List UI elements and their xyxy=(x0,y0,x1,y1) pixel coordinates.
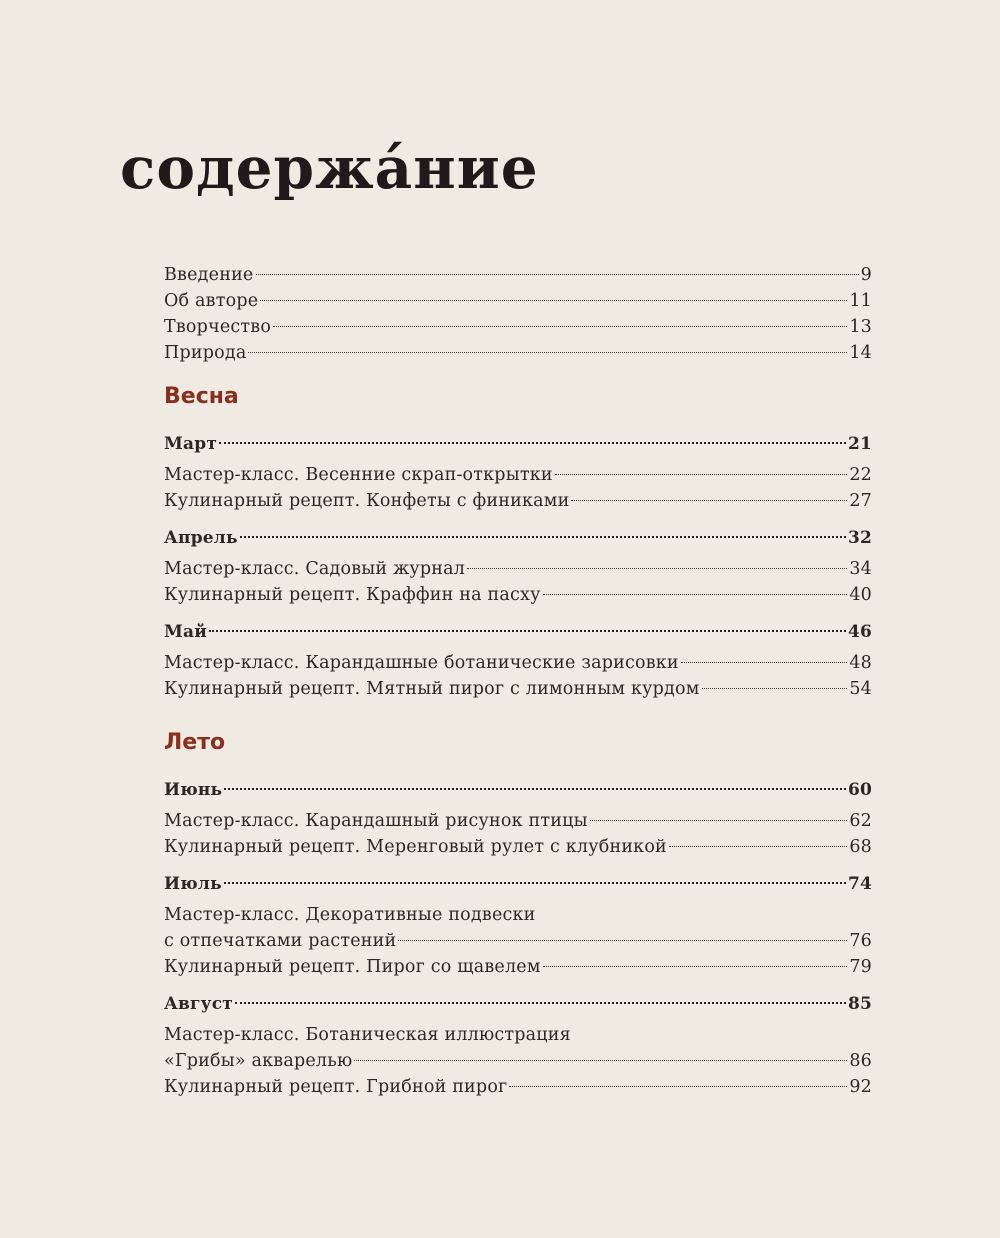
toc-entry-march[interactable]: Март 21 xyxy=(164,434,872,454)
dot-leader xyxy=(256,274,859,275)
toc-entry-nature[interactable]: Природа 14 xyxy=(164,343,872,363)
toc-entry[interactable]: Кулинарный рецепт. Пирог со щавелем 79 xyxy=(164,957,872,977)
toc-entry[interactable]: «Грибы» акварелью 86 xyxy=(164,1051,872,1071)
dot-leader xyxy=(571,500,847,501)
toc-entry-june[interactable]: Июнь 60 xyxy=(164,780,872,800)
toc-entry-line[interactable]: Мастер-класс. Ботаническая иллюстрация xyxy=(164,1025,571,1045)
toc-entry-introduction[interactable]: Введение 9 xyxy=(164,265,872,285)
toc-entry-line[interactable]: Мастер-класс. Декоративные подвески xyxy=(164,905,536,925)
dot-leader xyxy=(224,882,846,884)
dot-leader xyxy=(235,1002,846,1004)
dot-leader xyxy=(702,688,848,689)
dot-leader xyxy=(354,1060,847,1061)
toc-entry[interactable]: Кулинарный рецепт. Краффин на пасху 40 xyxy=(164,585,872,605)
toc-entry-july[interactable]: Июль 74 xyxy=(164,874,872,894)
toc-entry[interactable]: Мастер-класс. Весенние скрап-открытки 22 xyxy=(164,465,872,485)
dot-leader xyxy=(467,568,847,569)
toc-entry[interactable]: с отпечатками растений 76 xyxy=(164,931,872,951)
dot-leader xyxy=(219,442,846,444)
dot-leader xyxy=(543,966,848,967)
dot-leader xyxy=(681,662,848,663)
dot-leader xyxy=(543,594,848,595)
toc-entry-may[interactable]: Май 46 xyxy=(164,622,872,642)
toc-entry[interactable]: Мастер-класс. Садовый журнал 34 xyxy=(164,559,872,579)
toc-entry[interactable]: Кулинарный рецепт. Меренговый рулет с клубникой 68 xyxy=(164,837,872,857)
dot-leader xyxy=(398,940,847,941)
dot-leader xyxy=(273,326,847,327)
toc-entry-august[interactable]: Август 85 xyxy=(164,994,872,1014)
dot-leader xyxy=(209,630,846,632)
section-heading-summer: Лето xyxy=(164,730,226,755)
toc-entry-april[interactable]: Апрель 32 xyxy=(164,528,872,548)
dot-leader xyxy=(260,300,847,301)
toc-entry-about-author[interactable]: Об авторе 11 xyxy=(164,291,872,311)
toc-entry-creativity[interactable]: Творчество 13 xyxy=(164,317,872,337)
dot-leader xyxy=(509,1086,847,1087)
dot-leader xyxy=(555,474,848,475)
dot-leader xyxy=(248,352,847,353)
dot-leader xyxy=(590,820,848,821)
page-title: содержáние xyxy=(120,134,539,202)
dot-leader xyxy=(224,788,846,790)
table-of-contents xyxy=(164,262,872,1100)
dot-leader xyxy=(669,846,847,847)
dot-leader xyxy=(240,536,846,538)
toc-entry[interactable]: Мастер-класс. Карандашные ботанические зарисовки 48 xyxy=(164,653,872,673)
toc-entry[interactable]: Кулинарный рецепт. Грибной пирог 92 xyxy=(164,1077,872,1097)
toc-entry[interactable]: Мастер-класс. Карандашный рисунок птицы 62 xyxy=(164,811,872,831)
section-heading-spring: Весна xyxy=(164,384,239,409)
toc-entry[interactable]: Кулинарный рецепт. Конфеты с финиками 27 xyxy=(164,491,872,511)
toc-entry[interactable]: Кулинарный рецепт. Мятный пирог с лимонным курдом 54 xyxy=(164,679,872,699)
